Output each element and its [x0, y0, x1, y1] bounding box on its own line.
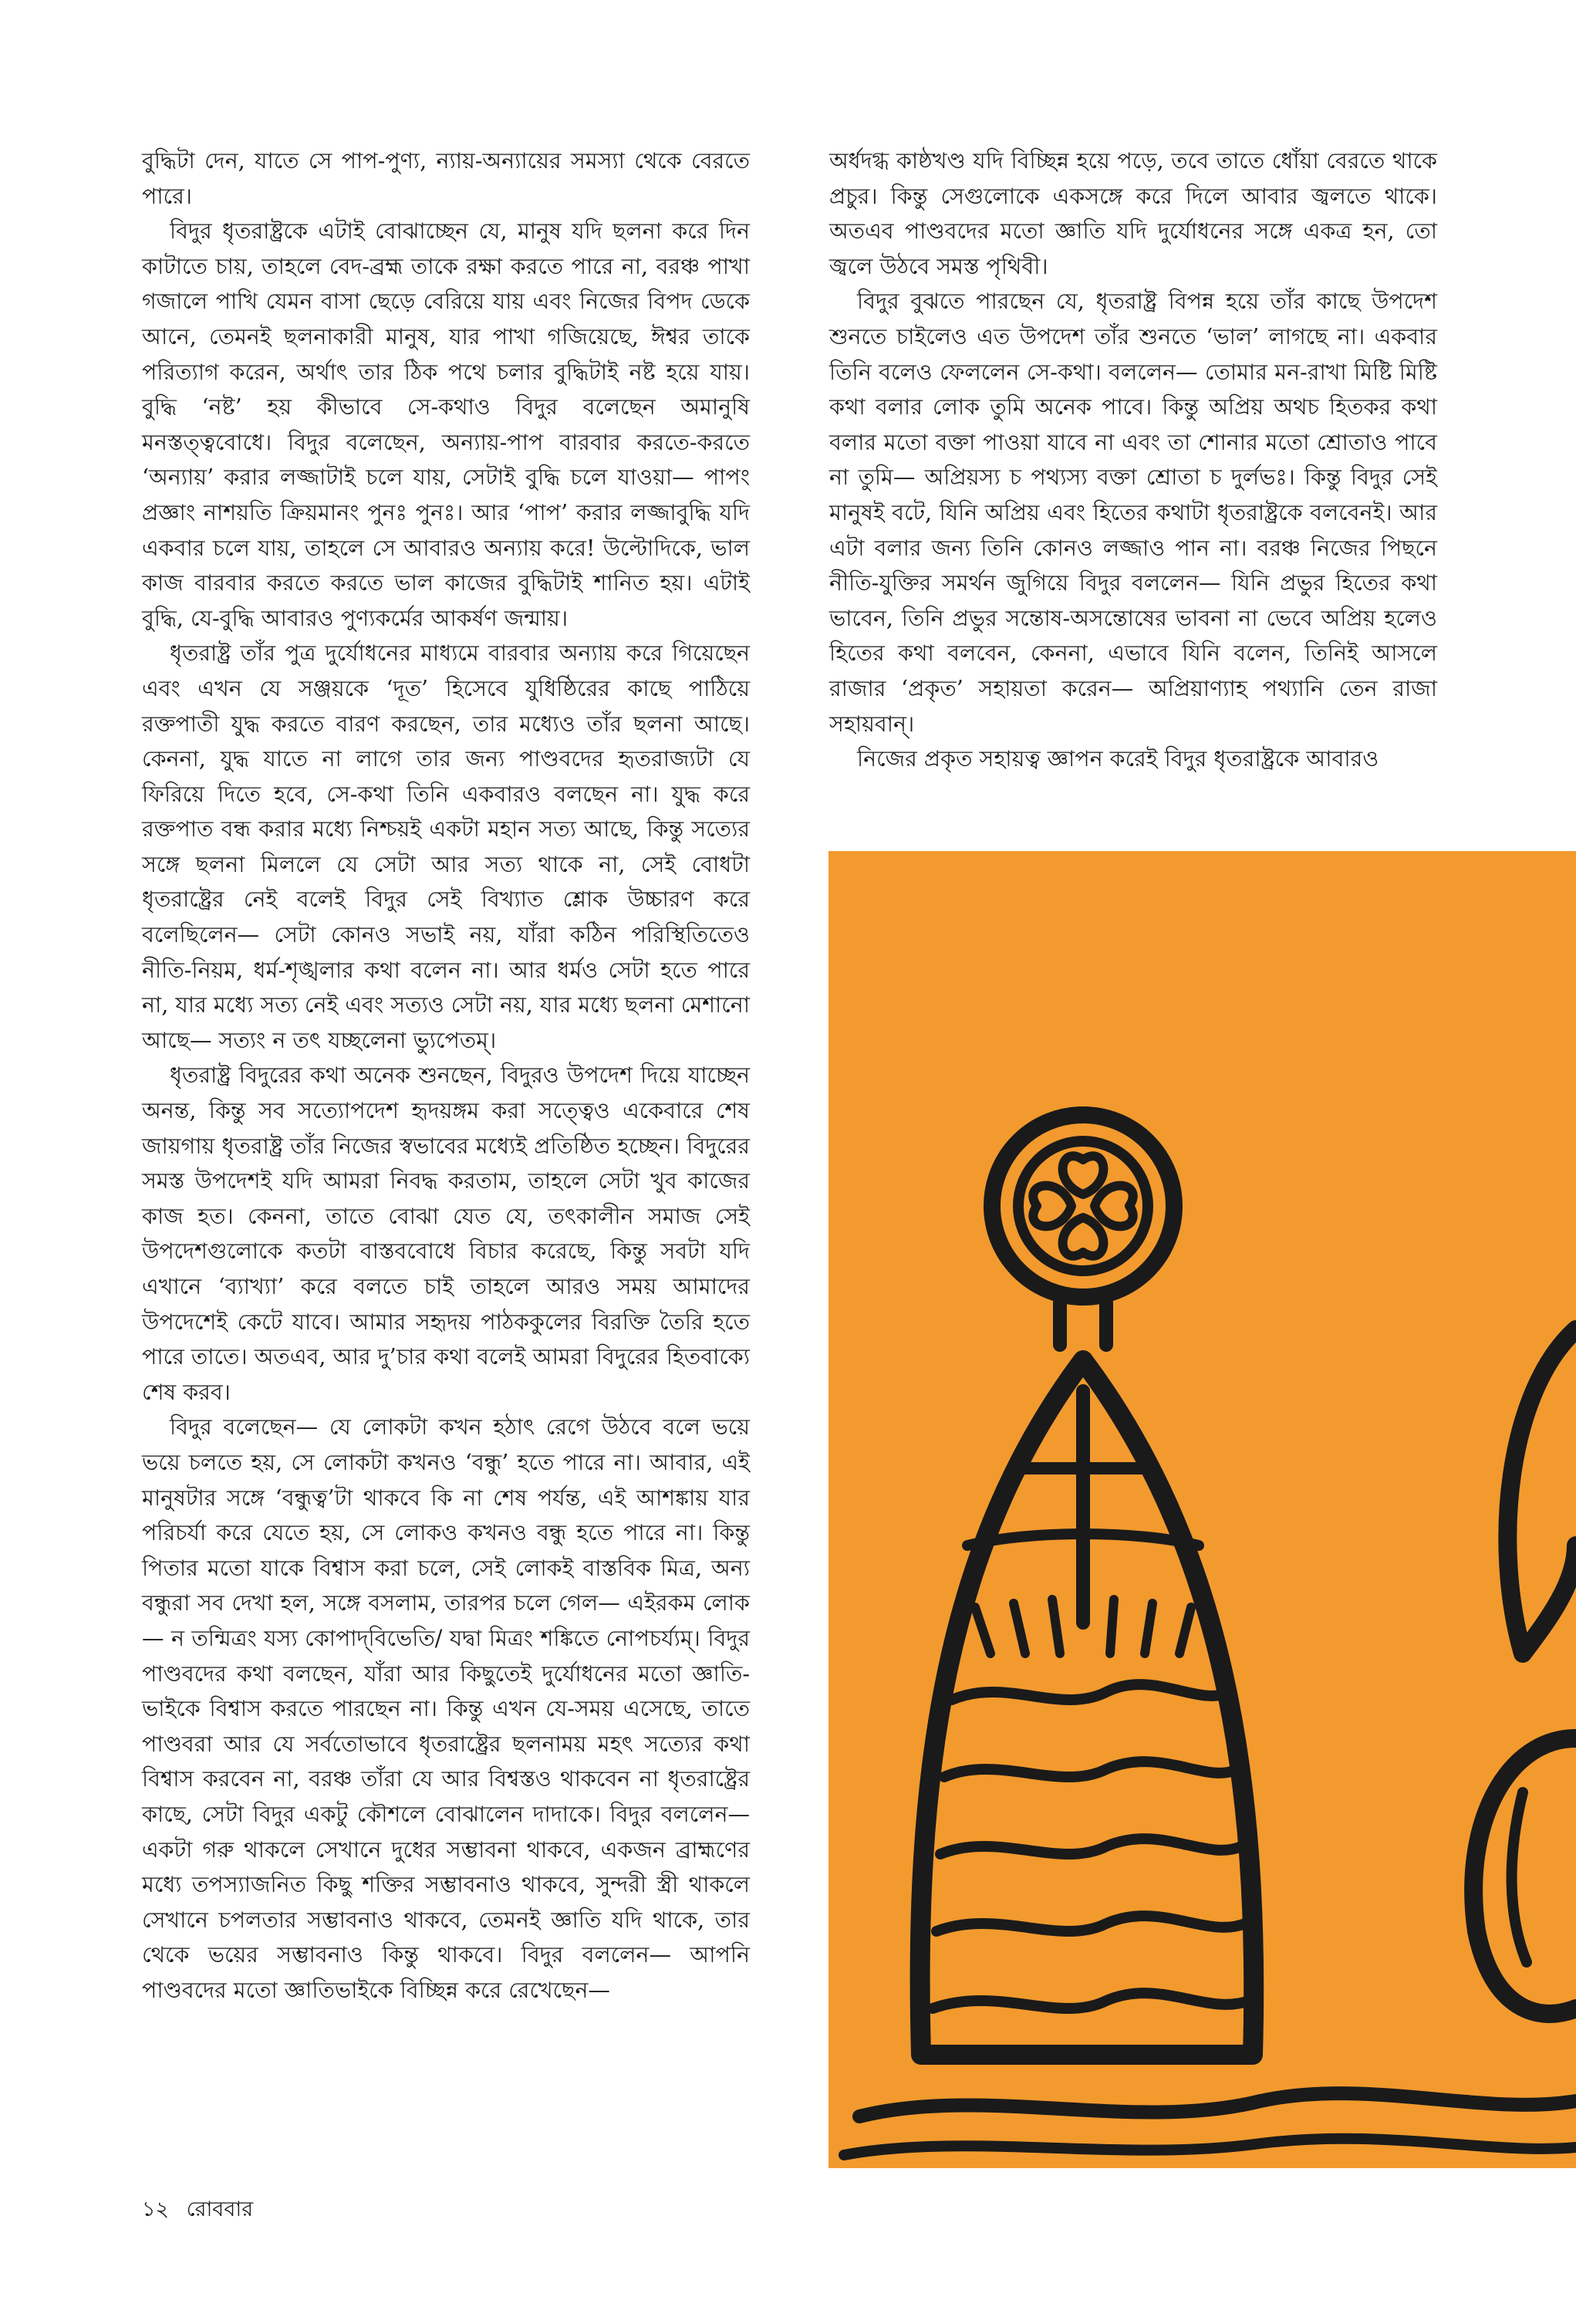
folk-art-illustration — [828, 851, 1576, 2168]
illustration-artwork — [828, 851, 1576, 2168]
paragraph: নিজের প্রকৃত সহায়ত্ব জ্ঞাপন করেই বিদুর ধৃতরাষ্ট্রকে আবারও — [857, 746, 1379, 772]
ground-line — [859, 2093, 1576, 2116]
petal — [1033, 1186, 1071, 1227]
paragraph: বিদুর বুঝতে পারছেন যে, ধৃতরাষ্ট্র বিপন্ন হয়ে তাঁর কাছে উপদেশ শুনতে চাইলেও এত উপদেশ তাঁর শুনতে ‘ভাল’ লাগছে না। একবার তিনি বলেও ফেললেন সে-কথা। বললেন— তোমার মন-রাখা মিষ্টি মিষ্টি কথা বলার লোক তুমি অনেক পাবে। কিন্তু অপ্রিয় অথচ হিতকর কথা বলার মতো বক্তা পাওয়া যাবে না এবং তা শোনার মতো শ্রোতাও পাবে না তুমি— অপ্রিয়স্য চ পথ্যস্য বক্তা শ্রোতা চ দুর্লভঃ। কিন্তু বিদুর সেই মানুষই বটে, যিনি অপ্রিয় এবং হিতের কথাটা ধৃতরাষ্ট্রকে বলবেনই। আর এটা বলার জন্য তিনি কোনও লজ্জাও পান না। বরঞ্চ নিজের পিছনে নীতি-যুক্তির সমর্থন জুগিয়ে বিদুর বললেন— যিনি প্রভুর হিতের কথা ভাবেন, তিনি প্রভুর সন্তোষ-অসন্তোষের ভাবনা না ভেবে অপ্রিয় হলেও হিতের কথা বলবেন, কেননা, এভাবে যিনি বলেন, তিনিই আসলে রাজার ‘প্রকৃত’ সহায়তা করেন— অপ্রিয়াণ্যাহ পথ্যানি তেন রাজা সহায়বান্‌। — [829, 289, 1437, 737]
wave — [936, 1916, 1245, 1931]
neck — [1060, 1302, 1106, 1345]
wave — [944, 1762, 1237, 1777]
paragraph: বিদুর বলেছেন— যে লোকটা কখন হঠাৎ রেগে উঠবে বলে ভয়ে ভয়ে চলতে হয়, সে লোকটা কখনও ‘বন্ধু’ হতে পারে না। আবার, এই মানুষটার সঙ্গে ‘বন্ধুত্ব’টা থাকবে কি না শেষ পর্যন্ত, এই আশঙ্কায় যার পরিচর্যা করে যেতে হয়, সে লোকও কখনও বন্ধু হতে পারে না। কিন্তু পিতার মতো যাকে বিশ্বাস করা চলে, সেই লোকই বাস্তবিক মিত্র, অন্য বন্ধুরা সব দেখা হল, সঙ্গে বসলাম, তারপর চলে গেল— এইরকম লোক— ন তন্মিত্রং যস্য কোপাদ্‌বিভেতি/ যদ্বা মিত্রং শঙ্কিতে নোপচর্য্যম্‌। বিদুর পাণ্ডবদের কথা বলছেন, যাঁরা আর কিছুতেই দুর্যোধনের মতো জ্ঞাতি-ভাইকে বিশ্বাস করতে পারছেন না। কিন্তু এখন যে-সময় এসেছে, তাতে পাণ্ডবরা আর যে সর্বতোভাবে ধৃতরাষ্ট্রের ছলনাময় মহৎ সত্যের কথা বিশ্বাস করবেন না, বরঞ্চ তাঁরা যে আর বিশ্বস্তও থাকবেন না ধৃতরাষ্ট্রের কাছে, সেটা বিদুর একটু কৌশলে বোঝালেন দাদাকে। বিদুর বললেন— একটা গরু থাকলে সেখানে দুধের সম্ভাবনা থাকবে, একজন ব্রাহ্মণের মধ্যে তপস্যাজনিত কিছু শক্তির সম্ভাবনাও থাকবে, সুন্দরী স্ত্রী থাকলে সেখানে চপলতার সম্ভাবনাও থাকবে, তেমনই জ্ঞাতি যদি থাকে, তার থেকে ভয়ের সম্ভাবনাও কিন্তু থাকবে। বিদুর বললেন— আপনি পাণ্ডবদের মতো জ্ঞাতিভাইকে বিচ্ছিন্ন করে রেখেছেন— — [142, 1414, 750, 2003]
paragraph: ধৃতরাষ্ট্র বিদুরের কথা অনেক শুনছেন, বিদুরও উপদেশ দিয়ে যাচ্ছেন অনন্ত, কিন্তু সব সত্যোপদেশ হৃদয়ঙ্গম করা সত্ত্বেও একেবারে শেষ জায়গায় ধৃতরাষ্ট্র তাঁর নিজের স্বভাবের মধ্যেই প্রতিষ্ঠিত হচ্ছেন। বিদুরের সমস্ত উপদেশই যদি আমরা নিবদ্ধ করতাম, তাহলে সেটা খুব কাজের কাজ হত। কেননা, তাতে বোঝা যেত যে, তৎকালীন সমাজ সেই উপদেশগুলোকে কতটা বাস্তববোধে বিচার করেছে, কিন্তু সবটা যদি এখানে ‘ব্যাখ্যা’ করে বলতে চাই তাহলে আরও সময় আমাদের উপদেশেই কেটে যাবে। আমার সহৃদয় পাঠককুলের বিরক্তি তৈরি হতে পারে তাতে। অতএব, আর দু’চার কথা বলেই আমরা বিদুরের হিতবাক্যে শেষ করব। — [142, 1062, 750, 1405]
paragraph: অর্ধদগ্ধ কাষ্ঠখণ্ড যদি বিচ্ছিন্ন হয়ে পড়ে, তবে তাতে ধোঁয়া বেরতে থাকে প্রচুর। কিন্তু সেগুলোকে একসঙ্গে করে দিলে আবার জ্বলতে থাকে। অতএব পাণ্ডবদের মতো জ্ঞাতি যদি দুর্যোধনের সঙ্গে একত্র হন, তো জ্বলে উঠবে সমস্ত পৃথিবী। — [829, 148, 1437, 279]
ground-line — [844, 2139, 1576, 2155]
leaf-shape — [1507, 1329, 1576, 1653]
magazine-name: রোববার — [186, 2197, 254, 2221]
article-left-column — [142, 144, 750, 2008]
page-number: ১২ — [142, 2197, 170, 2221]
petal — [1095, 1186, 1133, 1227]
paragraph: বুদ্ধিটা দেন, যাতে সে পাপ-পুণ্য, ন্যায়-অন্যায়ের সমস্যা থেকে বেরতে পারে। — [142, 148, 750, 209]
page-footer — [142, 2196, 264, 2224]
paragraph: বিদুর ধৃতরাষ্ট্রকে এটাই বোঝাচ্ছেন যে, মানুষ যদি ছলনা করে দিন কাটাতে চায়, তাহলে বেদ-ব্রহ্ম তাকে রক্ষা করতে পারে না, বরঞ্চ পাখা গজালে পাখি যেমন বাসা ছেড়ে বেরিয়ে যায় এবং নিজের বিপদ ডেকে আনে, তেমনই ছলনাকারী মানুষ, যার পাখা গজিয়েছে, ঈশ্বর তাকে পরিত্যাগ করেন, অর্থাৎ তার ঠিক পথে চলার বুদ্ধিটাই নষ্ট হয়ে যায়। বুদ্ধি ‘নষ্ট’ হয় কীভাবে সে-কথাও বিদুর বলেছেন অমানুষি মনস্তত্ত্ববোধে। বিদুর বলেছেন, অন্যায়-পাপ বারবার করতে-করতে ‘অন্যায়’ করার লজ্জাটাই চলে যায়, সেটাই বুদ্ধি চলে যাওয়া— পাপং প্রজ্ঞাং নাশয়তি ক্রিয়মানং পুনঃ পুনঃ। আর ‘পাপ’ করার লজ্জাবুদ্ধি যদি একবার চলে যায়, তাহলে সে আবারও অন্যায় করে! উল্টোদিকে, ভাল কাজ বারবার করতে করতে ভাল কাজের বুদ্ধিটাই শানিত হয়। এটাই বুদ্ধি, যে-বুদ্ধি আবারও পুণ্যকর্মের আকর্ষণ জন্মায়। — [142, 218, 750, 631]
leaf-shape — [1473, 1738, 1576, 2014]
wave — [952, 1684, 1230, 1700]
petal — [1063, 1156, 1104, 1194]
article-right-column — [829, 144, 1437, 777]
wave — [940, 1839, 1241, 1854]
wave — [933, 1993, 1249, 2008]
petal — [1063, 1218, 1104, 1256]
paragraph: ধৃতরাষ্ট্র তাঁর পুত্র দুর্যোধনের মাধ্যমে বারবার অন্যায় করে গিয়েছেন এবং এখন যে সঞ্জয়কে ‘দূত’ হিসেবে যুধিষ্ঠিরের কাছে পাঠিয়ে রক্তপাতী যুদ্ধ করতে বারণ করছেন, তার মধ্যেও তাঁর ছলনা আছে। কেননা, যুদ্ধ যাতে না লাগে তার জন্য পাণ্ডবদের হৃতরাজ্যটা যে ফিরিয়ে দিতে হবে, সে-কথা তিনি একবারও বলছেন না। যুদ্ধ করে রক্তপাত বন্ধ করার মধ্যে নিশ্চয়ই একটা মহান সত্য আছে, কিন্তু সত্যের সঙ্গে ছলনা মিললে যে সেটা আর সত্য থাকে না, সেই বোধটা ধৃতরাষ্ট্রের নেই বলেই বিদুর সেই বিখ্যাত শ্লোক উচ্চারণ করে বলেছিলেন— সেটা কোনও সভাই নয়, যাঁরা কঠিন পরিস্থিতিতেও নীতি-নিয়ম, ধর্ম-শৃঙ্খলার কথা বলেন না। আর ধর্মও সেটা হতে পারে না, যার মধ্যে সত্য নেই এবং সত্যও সেটা নয়, যার মধ্যে ছলনা মেশানো আছে— সত্যং ন তৎ যচ্ছলেনা ভ্যুপেতম্‌। — [142, 640, 751, 1053]
leaf-vein — [1512, 1792, 1527, 1962]
